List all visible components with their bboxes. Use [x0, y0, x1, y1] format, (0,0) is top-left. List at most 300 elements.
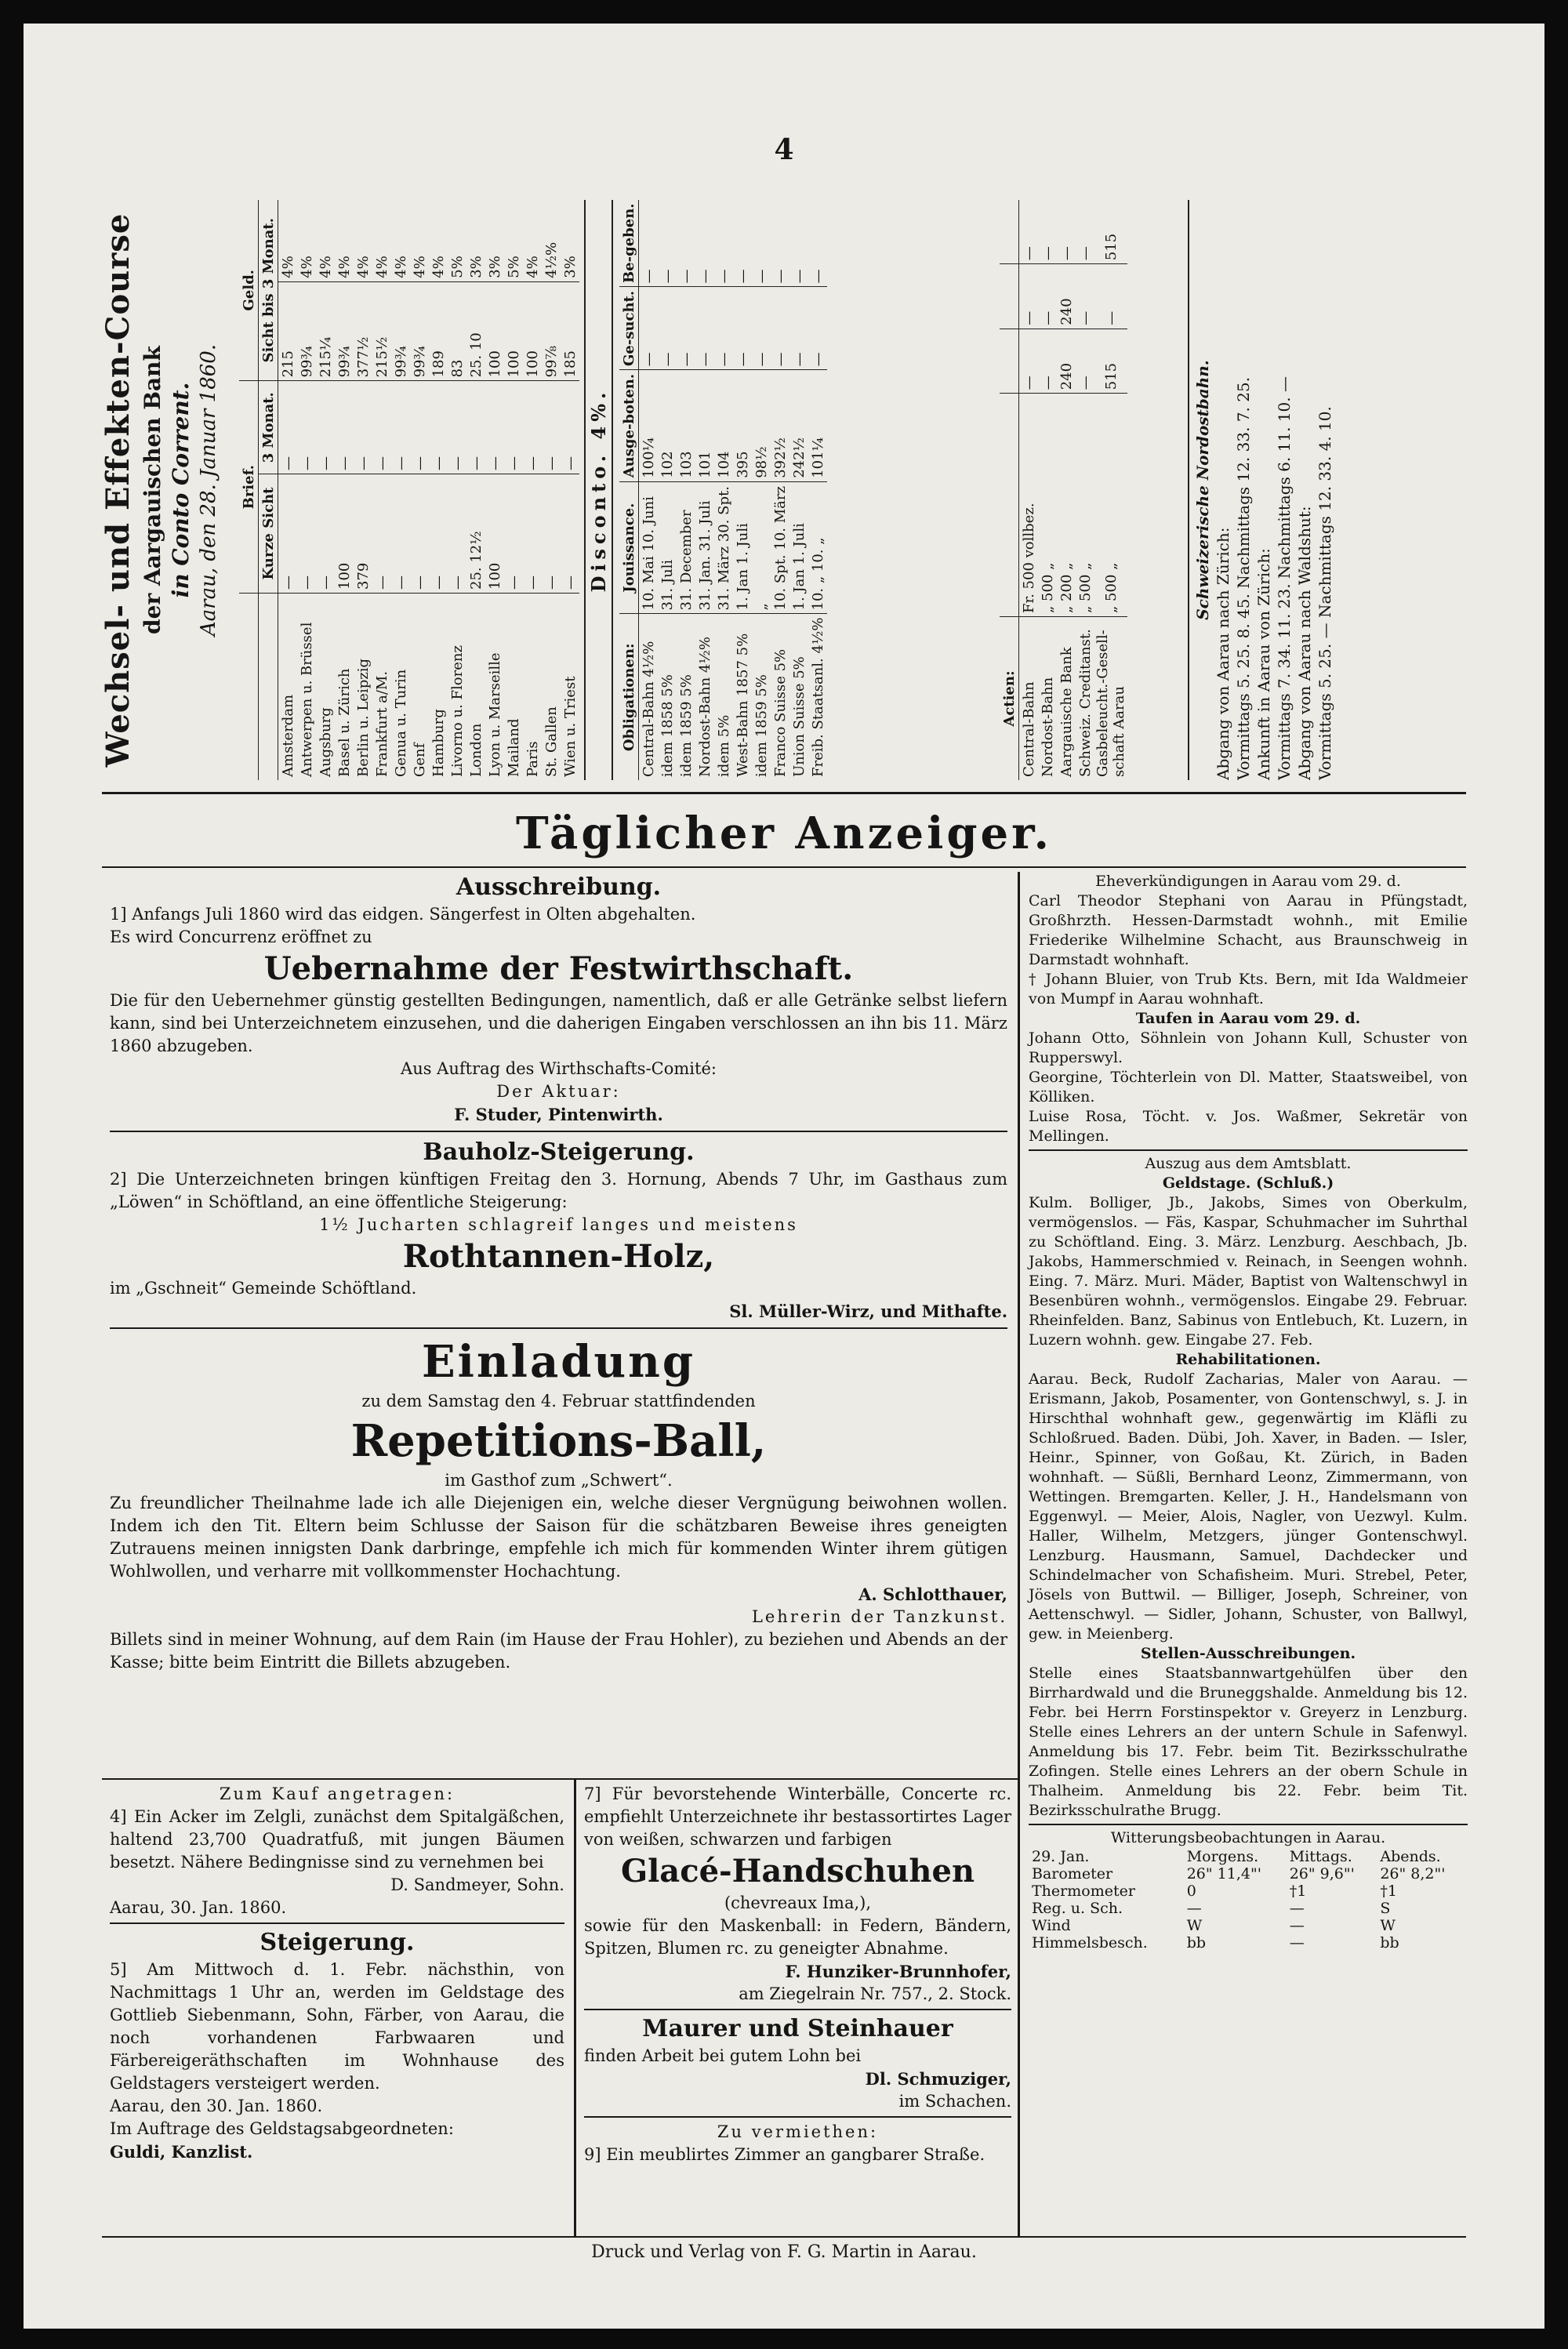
geld-value: 100 — [485, 281, 504, 381]
exchange-subtitle: der Aargauischen Bank — [140, 346, 165, 634]
obligation-row — [789, 200, 808, 780]
obligation-name: idem 5% — [715, 714, 732, 777]
exchange-place: Amsterdam — [279, 694, 296, 777]
ad8-sig2: im Schachen. — [898, 2092, 1011, 2111]
brief-kurz-value: — — [278, 474, 298, 594]
geld-rate: 4% — [523, 200, 542, 281]
geld-rate: 4% — [372, 200, 391, 281]
ad2-line: 1½ Jucharten schlagreif langes und meistens — [319, 1215, 798, 1234]
geld-rate: 4½% — [542, 200, 561, 281]
railway-line: Vormittags 5. 25. 8. 45. Nachmittags 12. 33. 7. 25. — [1234, 376, 1253, 780]
actie-row — [1038, 200, 1057, 780]
weather-cell: 0 — [1186, 1882, 1196, 1900]
obligation-gesucht: — — [733, 287, 752, 370]
geld-rate: 4% — [354, 200, 372, 281]
ad1-sig1: Aus Auftrag des Wirthschafts-Comité: — [401, 1059, 717, 1078]
ad7-sub: (chevreaux Ima,), — [724, 1893, 872, 1912]
obligation-ausgeboten: 101 — [695, 370, 714, 481]
weather-cell: W — [1186, 1917, 1203, 1934]
ad3-title: Einladung — [422, 1336, 695, 1388]
geld-rate: 4% — [391, 200, 410, 281]
weather-header: Mittags. — [1289, 1848, 1352, 1865]
imprint: Druck und Verlag von F. G. Martin in Aarau. — [591, 2242, 977, 2262]
obligation-ausgeboten: 104 — [714, 370, 733, 481]
brief-3monat-value: — — [391, 381, 410, 474]
exchange-place: Berlin u. Leipzig — [354, 659, 372, 777]
obligation-begeben: — — [733, 200, 752, 287]
exchange-dateline: Aarau, den 28. Januar 1860. — [197, 343, 220, 637]
actie-begeben: — — [1019, 200, 1039, 264]
geldstage-title: Geldstage. (Schluß.) — [1162, 1174, 1334, 1192]
geld-value: 100 — [523, 281, 542, 381]
obligation-row — [808, 200, 827, 780]
brief-kurz-value: — — [372, 474, 391, 594]
disconto: Disconto. 4%. — [584, 200, 613, 780]
brief-kurz-value: 379 — [354, 474, 372, 594]
actie-gesucht: — — [1038, 264, 1057, 329]
jouissance-header: Jouissance. — [619, 481, 639, 614]
exchange-place: Wien u. Triest — [561, 676, 579, 777]
brief-3monat-value: — — [316, 381, 335, 474]
obligation-row — [771, 200, 789, 780]
geld-value: 99¾ — [410, 281, 429, 381]
geld-rate: 3% — [466, 200, 485, 281]
exchange-row — [354, 200, 372, 780]
ad7-body2: sowie für den Maskenball: in Federn, Bändern, Spitzen, Blumen rc. zu geneigter Abnahme. — [584, 1916, 1011, 1958]
weather-row — [1029, 1882, 1468, 1900]
amtsblatt-title: Auszug aus dem Amtsblatt. — [1145, 1155, 1352, 1172]
stellen-title: Stellen-Ausschreibungen. — [1140, 1645, 1356, 1662]
ad1-title: Ausschreibung. — [456, 873, 662, 901]
rule — [110, 1131, 1007, 1132]
exchange-place: Hamburg — [430, 709, 447, 777]
geld-header: Geld. — [239, 200, 259, 381]
railway-timetable — [1188, 200, 1335, 780]
geld-rate: 4% — [429, 200, 448, 281]
geld-value: 25. 10 — [466, 281, 485, 381]
left-column — [110, 872, 1007, 1674]
obligation-begeben: — — [808, 200, 827, 287]
brief-kurz-value: — — [429, 474, 448, 594]
weather-cell: Himmelsbesch. — [1032, 1934, 1148, 1951]
geld-value: 189 — [429, 281, 448, 381]
ad3-line: zu dem Samstag den 4. Februar stattfindenden — [361, 1392, 756, 1410]
obligation-gesucht: — — [695, 287, 714, 370]
page-number: 4 — [774, 133, 794, 166]
exchange-row — [429, 200, 448, 780]
ad2-headline: Rothtannen-Holz, — [402, 1238, 715, 1275]
brief-kurz-value: — — [297, 474, 316, 594]
geld-value: 99⅞ — [542, 281, 561, 381]
actie-name: Gasbeleucht.-Gesell-schaft Aarau — [1094, 630, 1127, 777]
actie-nominal: „ 500 „ — [1094, 394, 1127, 617]
railway-line: Vormittags 5. 25. — Nachmittags 12. 33. 4. 10. — [1316, 406, 1334, 780]
geldstage-body: Kulm. Bolliger, Jb., Jakobs, Simes von Oberkulm, vermögenslos. — Fäs, Kaspar, Schuhmacher im Suhrthal zu Schöftland. Eing. 3. März. Lenzburg. Aeschbach, Jb. Jakobs, Hammerschmied v. Reinach, in Seengen wohnh. Eing. 7. März. Muri. Mäder, Baptist von Waltenschwyl in Besenbüren wohnh., vermögenslos. Eingabe 29. Februar. Rheinfelden. Banz, Sabinus von Entlebuch, Kt. Luzern, in Luzern wohnh. gew. Eingabe 27. Feb. — [1029, 1194, 1468, 1349]
obligation-begeben: — — [695, 200, 714, 287]
geld-rate: 5% — [448, 200, 466, 281]
geld-rate: 4% — [278, 200, 298, 281]
ad1-line1: 1] Anfangs Juli 1860 wird das eidgen. Sängerfest in Olten abgehalten. — [110, 905, 696, 924]
obligationen-label: Obligationen: — [619, 614, 639, 780]
obligation-jouissance: 10. Mai 10. Juni — [639, 481, 659, 614]
obligation-begeben: — — [677, 200, 695, 287]
ad1-headline: Uebernahme der Festwirthschaft. — [263, 950, 854, 987]
exchange-row — [391, 200, 410, 780]
brief-3monat-value: — — [354, 381, 372, 474]
geld-rate: 4% — [297, 200, 316, 281]
obligation-gesucht: — — [714, 287, 733, 370]
drei-monat-header: 3 Monat. — [259, 381, 278, 474]
actie-nominal: „ 500 „ — [1076, 394, 1094, 617]
exchange-row — [466, 200, 485, 780]
railway-line: Vormittags 7. 34. 11. 23. Nachmittags 6. 11. 10. — — [1275, 376, 1294, 780]
geld-value: 185 — [561, 281, 579, 381]
obligation-gesucht: — — [771, 287, 789, 370]
geld-rate: 4% — [410, 200, 429, 281]
weather-cell: — — [1289, 1900, 1305, 1917]
brief-3monat-value: — — [466, 381, 485, 474]
actie-gesucht: — — [1094, 264, 1127, 329]
weather-table — [1029, 1848, 1468, 1951]
actien-label: Actien: — [1000, 617, 1019, 781]
actie-row — [1057, 200, 1076, 780]
brief-3monat-value: — — [504, 381, 523, 474]
weather-cell: Barometer — [1032, 1865, 1113, 1882]
exchange-place: Antwerpen u. Brüssel — [298, 622, 315, 777]
exchange-place: Basel u. Zürich — [336, 668, 353, 777]
actie-begeben: — — [1038, 200, 1057, 264]
exchange-table — [239, 200, 579, 780]
ad4-date: Aarau, 30. Jan. 1860. — [110, 1898, 287, 1917]
actie-name: Schweiz. Creditanst. — [1076, 629, 1094, 777]
obligation-ausgeboten: 101¼ — [808, 370, 827, 481]
obligation-name: West-Bahn 1857 5% — [734, 633, 751, 777]
weather-cell: †1 — [1380, 1882, 1397, 1900]
exchange-place: St. Gallen — [543, 706, 560, 777]
weather-header: Abends. — [1380, 1848, 1441, 1865]
exchange-row — [542, 200, 561, 780]
exchange-row — [410, 200, 429, 780]
obligation-row — [639, 200, 659, 780]
rule — [1029, 1824, 1468, 1825]
exchange-rates-block — [98, 200, 1470, 780]
weather-cell: S — [1380, 1900, 1391, 1917]
actie-gesucht: — — [1076, 264, 1094, 329]
ad8-body: finden Arbeit bei gutem Lohn bei — [584, 2046, 862, 2065]
exchange-row — [561, 200, 579, 780]
brief-kurz-value: — — [523, 474, 542, 594]
ad8-headline: Maurer und Steinhauer — [642, 2015, 953, 2042]
ad4-body: 4] Ein Acker im Zelgli, zunächst dem Spitalgäßchen, haltend 23,700 Quadratfuß, mit jungen Bäumen besetzt. Nähere Bedingnisse sind zu vernehmen bei — [110, 1807, 564, 1872]
exchange-place: Genua u. Turin — [392, 669, 409, 777]
ad7-sig2: am Ziegelrain Nr. 757., 2. Stock. — [739, 1984, 1011, 2003]
geld-rate: 4% — [316, 200, 335, 281]
sicht-bis-header: Sicht bis 3 Monat. — [259, 200, 278, 381]
lower-middle-column — [584, 1783, 1011, 2166]
weather-title: Witterungsbeobachtungen in Aarau. — [1110, 1829, 1386, 1846]
ad5-sig2: Guldi, Kanzlist. — [110, 2142, 253, 2162]
stellen-body: Stelle eines Staatsbannwartgehülfen über den Birrhardwald und die Bruneggshalde. Anmeldung bis 12. Febr. bei Herrn Forstinspektor v. Greyerz in Lenzburg. Stelle eines Lehrers an der untern Schule in Safenwyl. Anmeldung bis 17. Febr. beim Tit. Bezirksschulrathe Zofingen. Stelle eines Lehrers an der obern Schule in Thalheim. Anmeldung bis 22. Febr. beim Tit. Bezirksschulrathe Brugg. — [1029, 1665, 1468, 1819]
railway-line: Ankunft in Aarau von Zürich: — [1254, 548, 1273, 780]
obligation-gesucht: — — [639, 287, 659, 370]
weather-cell: bb — [1186, 1934, 1207, 1951]
obligation-jouissance: 31. Juli — [658, 481, 677, 614]
rule — [110, 1327, 1007, 1329]
obligation-name: idem 1859 5% — [677, 674, 695, 777]
ad1-body: Die für den Uebernehmer günstig gestellten Bedingungen, namentlich, daß er alle Getränke selbst liefern kann, sind bei Unterzeichnetem einzusehen, und die daherigen Eingaben verschlossen an ihn bis 11. März 1860 abzugeben. — [110, 991, 1007, 1055]
railway-title: Schweizerische Nordostbahn. — [1193, 360, 1212, 620]
obligation-begeben: — — [639, 200, 659, 287]
obligation-name: idem 1858 5% — [659, 674, 676, 777]
exchange-place: London — [467, 723, 485, 777]
ad2-body: 2] Die Unterzeichneten bringen künftigen Freitag den 3. Hornung, Abends 7 Uhr, im Gasthaus zum „Löwen“ in Schöftland, an eine öffentliche Steigerung: — [110, 1170, 1007, 1211]
exchange-row — [523, 200, 542, 780]
obligation-jouissance: 10. „ 10. „ — [808, 481, 827, 614]
geld-rate: 5% — [504, 200, 523, 281]
gesucht-header: Ge-sucht. — [619, 287, 639, 370]
brief-kurz-value: — — [316, 474, 335, 594]
actie-nominal: „ 500 „ — [1038, 394, 1057, 617]
ehe-entry: † Johann Bluier, von Trub Kts. Bern, mit Ida Waldmeier von Mumpf in Aarau wohnhaft. — [1029, 971, 1468, 1007]
ad3-headline: Repetitions-Ball, — [350, 1415, 767, 1467]
actie-gesucht: 240 — [1057, 264, 1076, 329]
exchange-row — [335, 200, 354, 780]
exchange-title: Wechsel- und Effekten-Course — [100, 212, 136, 768]
brief-kurz-value: — — [410, 474, 429, 594]
begeben-header: Be-geben. — [619, 200, 639, 287]
actie-begeben: — — [1076, 200, 1094, 264]
ad1-sig2: Der Aktuar: — [496, 1082, 621, 1101]
exchange-place: Livorno u. Florenz — [448, 645, 466, 777]
rehabilitationen-body: Aarau. Beck, Rudolf Zacharias, Maler von Aarau. — Erismann, Jakob, Posamenter, von Gontenschwyl, s. J. in Hirschthal wohnhaft gew., gegenwärtig im Kläfli zu Schloßrued. Baden. Dübi, Joh. Xaver, in Baden. — Isler, Heinr., Spinner, von Goßau, Kt. Zürich, in Baden wohnhaft. — Süßli, Bernhard Leonz, Zimmermann, von Wettingen. Bremgarten. Keller, J. H., Handelsmann von Eggenwyl. — Meier, Alois, Nagler, von Uezwyl. Kulm. Haller, Wilhelm, Metzgers, jünger Gontenschwyl. Lenzburg. Hausmann, Samuel, Dachdecker und Schindelmacher von Schafisheim. Muri. Strebel, Peter, Jösels von Buttwil. — Billiger, Joseph, Schreiner, von Aettenschwyl. — Sidler, Johann, Schuster, von Ballwyl, gew. in Meienberg. — [1029, 1371, 1468, 1643]
actie-row — [1076, 200, 1094, 780]
ad7-headline: Glacé-Handschuhen — [620, 1853, 975, 1890]
brief-3monat-value: — — [335, 381, 354, 474]
ad7-sig1: F. Hunziker-Brunnhofer, — [785, 1962, 1011, 1981]
exchange-title-block — [98, 200, 231, 780]
actien-table — [1000, 200, 1127, 780]
brief-kurz-value: 25. 12½ — [466, 474, 485, 594]
weather-cell: — — [1289, 1917, 1305, 1934]
obligation-jouissance: 31. März 30. Spt. — [714, 481, 733, 614]
rule — [584, 2116, 1011, 2118]
brief-3monat-value: — — [278, 381, 298, 474]
exchange-place: Mailand — [505, 718, 522, 777]
ad1-line2: Es wird Concurrenz eröffnet zu — [110, 928, 372, 946]
actie-row — [1094, 200, 1127, 780]
obligation-ausgeboten: 102 — [658, 370, 677, 481]
actie-name: Aargauische Bank — [1058, 647, 1075, 777]
actie-ausgeboten: — — [1038, 329, 1057, 394]
obligation-begeben: — — [658, 200, 677, 287]
obligation-row — [677, 200, 695, 780]
obligation-name: Franco Suisse 5% — [771, 648, 789, 777]
obligation-name: Nordost-Bahn 4½% — [696, 637, 713, 777]
brief-kurz-value: — — [391, 474, 410, 594]
brief-3monat-value: — — [485, 381, 504, 474]
obligation-row — [695, 200, 714, 780]
obligation-ausgeboten: 392½ — [771, 370, 789, 481]
ad4-signature: D. Sandmeyer, Sohn. — [390, 1875, 564, 1894]
taufen-entry: Georgine, Töchterlein von Dl. Matter, Staatsweibel, von Kölliken. — [1029, 1069, 1468, 1106]
ad9-title: Zu vermiethen: — [717, 2122, 879, 2141]
exchange-place: Lyon u. Marseille — [486, 652, 503, 777]
obligation-ausgeboten: 395 — [733, 370, 752, 481]
ad9-body: 9] Ein meublirtes Zimmer an gangbarer Straße. — [584, 2145, 985, 2164]
obligation-jouissance: 10. Spt. 10. März — [771, 481, 789, 614]
brief-kurz-value: 100 — [335, 474, 354, 594]
actie-name: Nordost-Bahn — [1039, 677, 1056, 777]
railway-line: Abgang von Aarau nach Zürich: — [1214, 527, 1232, 780]
exchange-row — [297, 200, 316, 780]
brief-3monat-value: — — [410, 381, 429, 474]
right-column — [1029, 872, 1468, 1951]
brief-3monat-value: — — [448, 381, 466, 474]
column-divider — [1018, 872, 1020, 2236]
obligation-name: Freib. Staatsanl. 4½% — [809, 617, 826, 777]
weather-row — [1029, 1865, 1468, 1882]
weather-cell: bb — [1380, 1934, 1399, 1951]
obligation-jouissance: 31. Jan. 31. Juli — [695, 481, 714, 614]
obligation-ausgeboten: 100¼ — [639, 370, 659, 481]
ad3-sig1: A. Schlotthauer, — [858, 1585, 1007, 1604]
weather-row — [1029, 1900, 1468, 1917]
brief-kurz-value: — — [542, 474, 561, 594]
ad5-title: Steigerung. — [260, 1929, 415, 1956]
brief-3monat-value: — — [372, 381, 391, 474]
rule-under-masthead — [102, 866, 1466, 868]
geld-value: 100 — [504, 281, 523, 381]
exchange-place: Paris — [524, 741, 541, 777]
exchange-place: Frankfurt a/M. — [373, 670, 390, 777]
obligation-jouissance: 1. Jan 1. Juli — [789, 481, 808, 614]
obligation-ausgeboten: 242½ — [789, 370, 808, 481]
ad3-sig2: Lehrerin der Tanzkunst. — [751, 1607, 1007, 1626]
actie-begeben: 515 — [1094, 200, 1127, 264]
ad5-date: Aarau, den 30. Jan. 1860. — [110, 2097, 323, 2115]
actie-gesucht: — — [1019, 264, 1039, 329]
ad4-title: Zum Kauf angetragen: — [219, 1784, 456, 1803]
ad5-body: 5] Am Mittwoch d. 1. Febr. nächsthin, von Nachmittags 1 Uhr an, werden im Geldstage des Gottlieb Siebenmann, Sohn, Färber, von Aarau, die noch vorhandenen Farbwaaren und Färbereigeräthschaften im Wohnhause des Geldstagers versteigert werden. — [110, 1960, 564, 2093]
obligation-name: idem 1859 5% — [753, 674, 770, 777]
obligation-gesucht: — — [658, 287, 677, 370]
geld-value: 377½ — [354, 281, 372, 381]
weather-cell: 26" 9,6"' — [1289, 1865, 1355, 1882]
geld-value: 99¾ — [391, 281, 410, 381]
ad3-body: Zu freundlicher Theilnahme lade ich alle Diejenigen ein, welche dieser Vergnügung beiwohnen wollen. Indem ich den Tit. Eltern beim Schlusse der Saison für die schätzbaren Beweise ihres geneigten Zutrauens meinen innigsten Dank darbringe, empfehle ich mich für kommenden Winter ihrem gütigen Wohlwollen, und verharre mit vollkommenster Hochachtung. — [110, 1494, 1007, 1581]
ad3-place: im Gasthof zum „Schwert“. — [445, 1471, 673, 1490]
obligation-name: Central-Bahn 4½% — [640, 641, 657, 777]
obligation-gesucht: — — [789, 287, 808, 370]
rule-top — [102, 792, 1466, 794]
obligation-begeben: — — [789, 200, 808, 287]
weather-cell: Thermometer — [1032, 1882, 1135, 1900]
weather-row — [1029, 1934, 1468, 1951]
railway-line: Abgang von Aarau nach Waldshut: — [1295, 506, 1314, 780]
actie-ausgeboten: 515 — [1094, 329, 1127, 394]
masthead: Täglicher Anzeiger. — [516, 808, 1052, 859]
brief-3monat-value: — — [561, 381, 579, 474]
exchange-place: Genf — [411, 742, 428, 777]
ad2-signature: Sl. Müller-Wirz, und Mithafte. — [729, 1302, 1007, 1321]
brief-3monat-value: — — [297, 381, 316, 474]
actie-begeben: — — [1057, 200, 1076, 264]
column-divider-lower — [574, 1778, 576, 2236]
obligation-row — [714, 200, 733, 780]
actie-nominal: „ 200 „ — [1057, 394, 1076, 617]
brief-kurz-value: — — [448, 474, 466, 594]
rehabilitationen-title: Rehabilitationen. — [1175, 1351, 1321, 1368]
obligation-name: Union Suisse 5% — [790, 656, 808, 777]
geld-rate: 4% — [335, 200, 354, 281]
rule — [584, 2009, 1011, 2010]
ad1-sig3: F. Studer, Pintenwirth. — [454, 1105, 663, 1124]
obligation-ausgeboten: 98½ — [752, 370, 771, 481]
ausgeboten-header: Ausge-boten. — [619, 370, 639, 481]
obligation-jouissance: 1. Jan 1. Juli — [733, 481, 752, 614]
weather-row — [1029, 1917, 1468, 1934]
actie-name: Central-Bahn — [1020, 681, 1037, 777]
exchange-in-conto: in Conto Corrent. — [168, 382, 194, 598]
actie-ausgeboten: 240 — [1057, 329, 1076, 394]
geld-rate: 3% — [561, 200, 579, 281]
ad8-sig1: Dl. Schmuziger, — [865, 2069, 1011, 2089]
exchange-row — [448, 200, 466, 780]
brief-3monat-value: — — [523, 381, 542, 474]
weather-cell: †1 — [1289, 1882, 1307, 1900]
geld-value: 83 — [448, 281, 466, 381]
brief-3monat-value: — — [429, 381, 448, 474]
obligation-begeben: — — [771, 200, 789, 287]
geld-value: 215¼ — [316, 281, 335, 381]
obligation-row — [658, 200, 677, 780]
obligation-gesucht: — — [808, 287, 827, 370]
weather-cell: 26" 8,2"' — [1380, 1865, 1446, 1882]
brief-kurz-value: — — [504, 474, 523, 594]
weather-cell: Reg. u. Sch. — [1032, 1900, 1123, 1917]
rule-lower-left — [102, 1778, 1018, 1780]
brief-header: Brief. — [239, 381, 259, 594]
obligation-begeben: — — [714, 200, 733, 287]
exchange-row — [316, 200, 335, 780]
actie-row — [1019, 200, 1039, 780]
weather-cell: 26" 11,4"' — [1186, 1865, 1261, 1882]
brief-kurz-value: 100 — [485, 474, 504, 594]
obligation-gesucht: — — [677, 287, 695, 370]
actie-nominal: Fr. 500 vollbez. — [1019, 394, 1039, 617]
obligation-row — [752, 200, 771, 780]
obligation-jouissance: 31. December — [677, 481, 695, 614]
exchange-rates-rotated — [98, 200, 1470, 780]
obligation-gesucht: — — [752, 287, 771, 370]
actie-ausgeboten: — — [1019, 329, 1039, 394]
geld-value: 99¾ — [297, 281, 316, 381]
ad2-location: im „Gschneit“ Gemeinde Schöftland. — [110, 1279, 417, 1298]
weather-cell: — — [1186, 1900, 1202, 1917]
obligation-jouissance: „ — [752, 481, 771, 614]
rule-footer — [102, 2236, 1466, 2238]
ad2-title: Bauholz-Steigerung. — [423, 1138, 695, 1166]
brief-3monat-value: — — [542, 381, 561, 474]
geld-rate: 3% — [485, 200, 504, 281]
taufen-title: Taufen in Aarau vom 29. d. — [1135, 1010, 1361, 1027]
geld-value: 99¾ — [335, 281, 354, 381]
obligation-row — [733, 200, 752, 780]
exchange-row — [485, 200, 504, 780]
ad7-body: 7] Für bevorstehende Winterbälle, Concerte rc. empfiehlt Unterzeichnete ihr bestassortirtes Lager von weißen, schwarzen und farbigen — [584, 1784, 1011, 1849]
weather-header: 29. Jan. — [1032, 1848, 1090, 1865]
geld-value: 215 — [278, 281, 298, 381]
